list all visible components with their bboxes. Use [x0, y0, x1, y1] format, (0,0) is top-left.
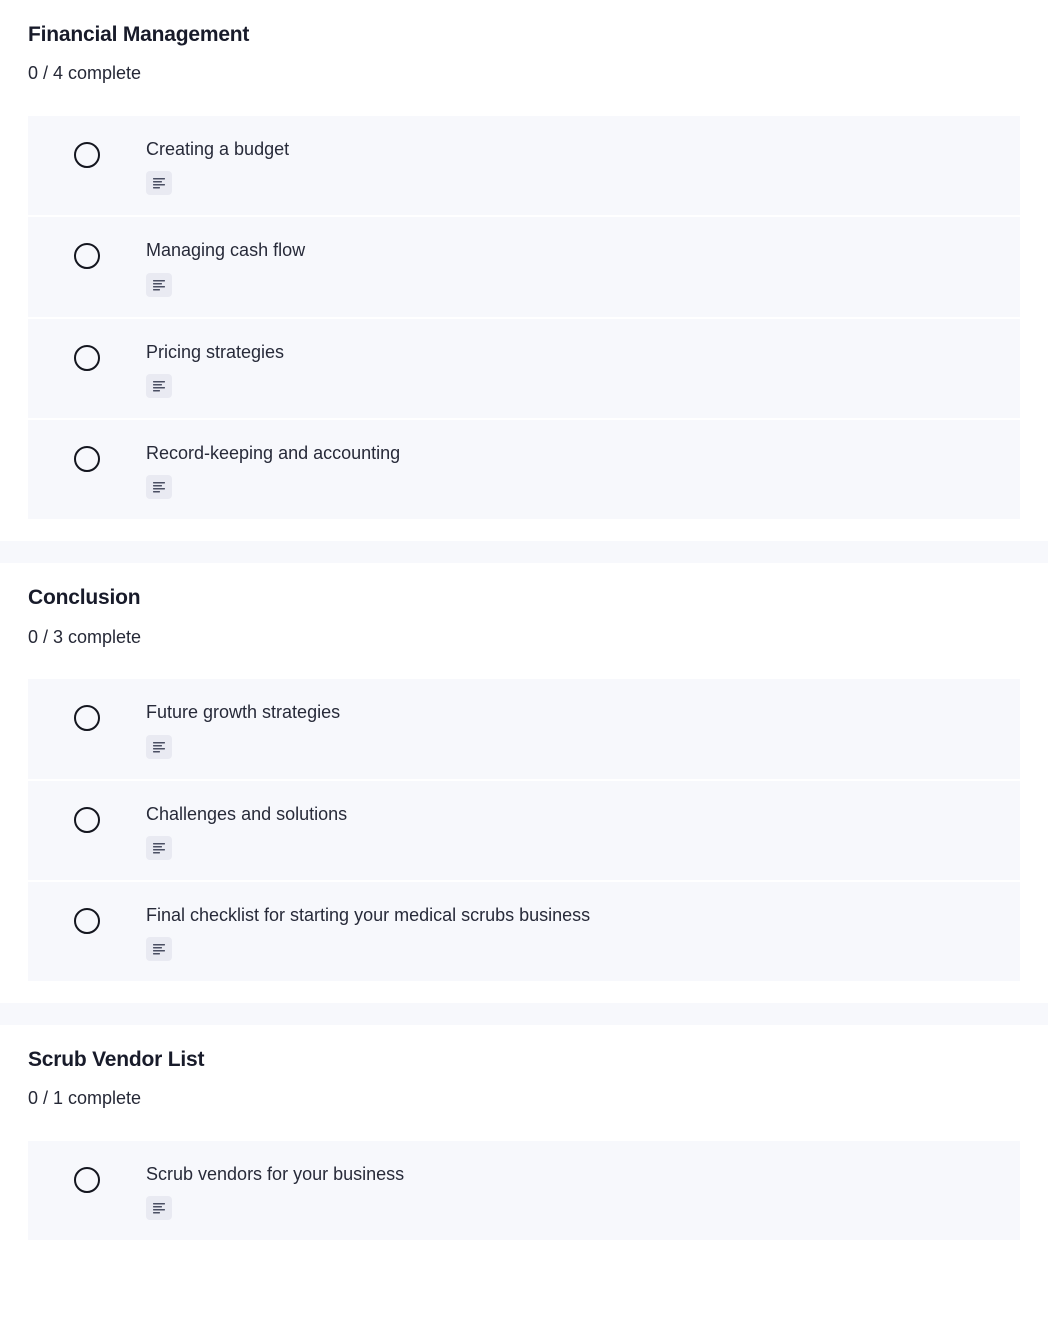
lesson-meta	[146, 735, 996, 759]
lesson-title: Challenges and solutions	[146, 803, 348, 824]
list-item[interactable]	[28, 319, 1020, 420]
lesson-content	[146, 138, 1020, 195]
lesson-complete-toggle[interactable]	[28, 341, 146, 371]
lesson-list	[0, 1141, 1048, 1240]
lesson-meta	[146, 937, 996, 961]
circle-icon[interactable]	[74, 705, 100, 731]
curriculum-section	[0, 585, 1048, 981]
section-divider	[0, 519, 1048, 585]
circle-icon[interactable]	[74, 1167, 100, 1193]
section-progress: 0 / 1 complete	[28, 1088, 142, 1109]
lesson-meta	[146, 1196, 996, 1220]
lesson-complete-toggle[interactable]	[28, 904, 146, 934]
list-item[interactable]	[28, 679, 1020, 780]
lesson-complete-toggle[interactable]	[28, 701, 146, 731]
section-title: Conclusion	[28, 586, 141, 610]
lesson-content	[146, 442, 1020, 499]
lesson-title: Managing cash flow	[146, 240, 306, 261]
section-header	[0, 585, 1048, 648]
lesson-content	[146, 341, 1020, 398]
circle-icon[interactable]	[74, 446, 100, 472]
list-item[interactable]	[28, 217, 1020, 318]
circle-icon[interactable]	[74, 142, 100, 168]
lesson-complete-toggle[interactable]	[28, 239, 146, 269]
lesson-content	[146, 1163, 1020, 1220]
document-icon	[146, 171, 172, 195]
section-title: Scrub Vendor List	[28, 1048, 205, 1072]
section-header	[0, 22, 1048, 85]
lesson-list	[0, 116, 1048, 520]
lesson-title: Future growth strategies	[146, 702, 341, 723]
lesson-title: Creating a budget	[146, 138, 290, 159]
section-progress: 0 / 4 complete	[28, 63, 142, 84]
lesson-list	[0, 679, 1048, 981]
lesson-title: Final checklist for starting your medical scrubs business	[146, 904, 591, 925]
lesson-meta	[146, 475, 996, 499]
lesson-content	[146, 803, 1020, 860]
circle-icon[interactable]	[74, 807, 100, 833]
curriculum-section	[0, 22, 1048, 519]
list-item[interactable]	[28, 781, 1020, 882]
list-item[interactable]	[28, 116, 1020, 217]
lesson-meta	[146, 273, 996, 297]
list-item[interactable]	[28, 882, 1020, 981]
lesson-meta	[146, 836, 996, 860]
list-item[interactable]	[28, 1141, 1020, 1240]
document-icon	[146, 836, 172, 860]
document-icon	[146, 937, 172, 961]
section-divider	[0, 981, 1048, 1047]
section-header	[0, 1047, 1048, 1110]
lesson-meta	[146, 374, 996, 398]
lesson-content	[146, 904, 1020, 961]
lesson-title: Pricing strategies	[146, 341, 285, 362]
list-item[interactable]	[28, 420, 1020, 519]
curriculum-section	[0, 1047, 1048, 1240]
circle-icon[interactable]	[74, 345, 100, 371]
lesson-complete-toggle[interactable]	[28, 138, 146, 168]
document-icon	[146, 735, 172, 759]
document-icon	[146, 374, 172, 398]
lesson-content	[146, 239, 1020, 296]
section-title: Financial Management	[28, 23, 250, 46]
document-icon	[146, 1196, 172, 1220]
lesson-title: Record-keeping and accounting	[146, 442, 401, 463]
document-icon	[146, 273, 172, 297]
lesson-complete-toggle[interactable]	[28, 803, 146, 833]
lesson-complete-toggle[interactable]	[28, 1163, 146, 1193]
top-spacer	[0, 0, 1048, 22]
lesson-meta	[146, 171, 996, 195]
circle-icon[interactable]	[74, 243, 100, 269]
document-icon	[146, 475, 172, 499]
lesson-title: Scrub vendors for your business	[146, 1164, 405, 1185]
section-progress: 0 / 3 complete	[28, 626, 142, 647]
circle-icon[interactable]	[74, 908, 100, 934]
lesson-content	[146, 701, 1020, 758]
lesson-complete-toggle[interactable]	[28, 442, 146, 472]
